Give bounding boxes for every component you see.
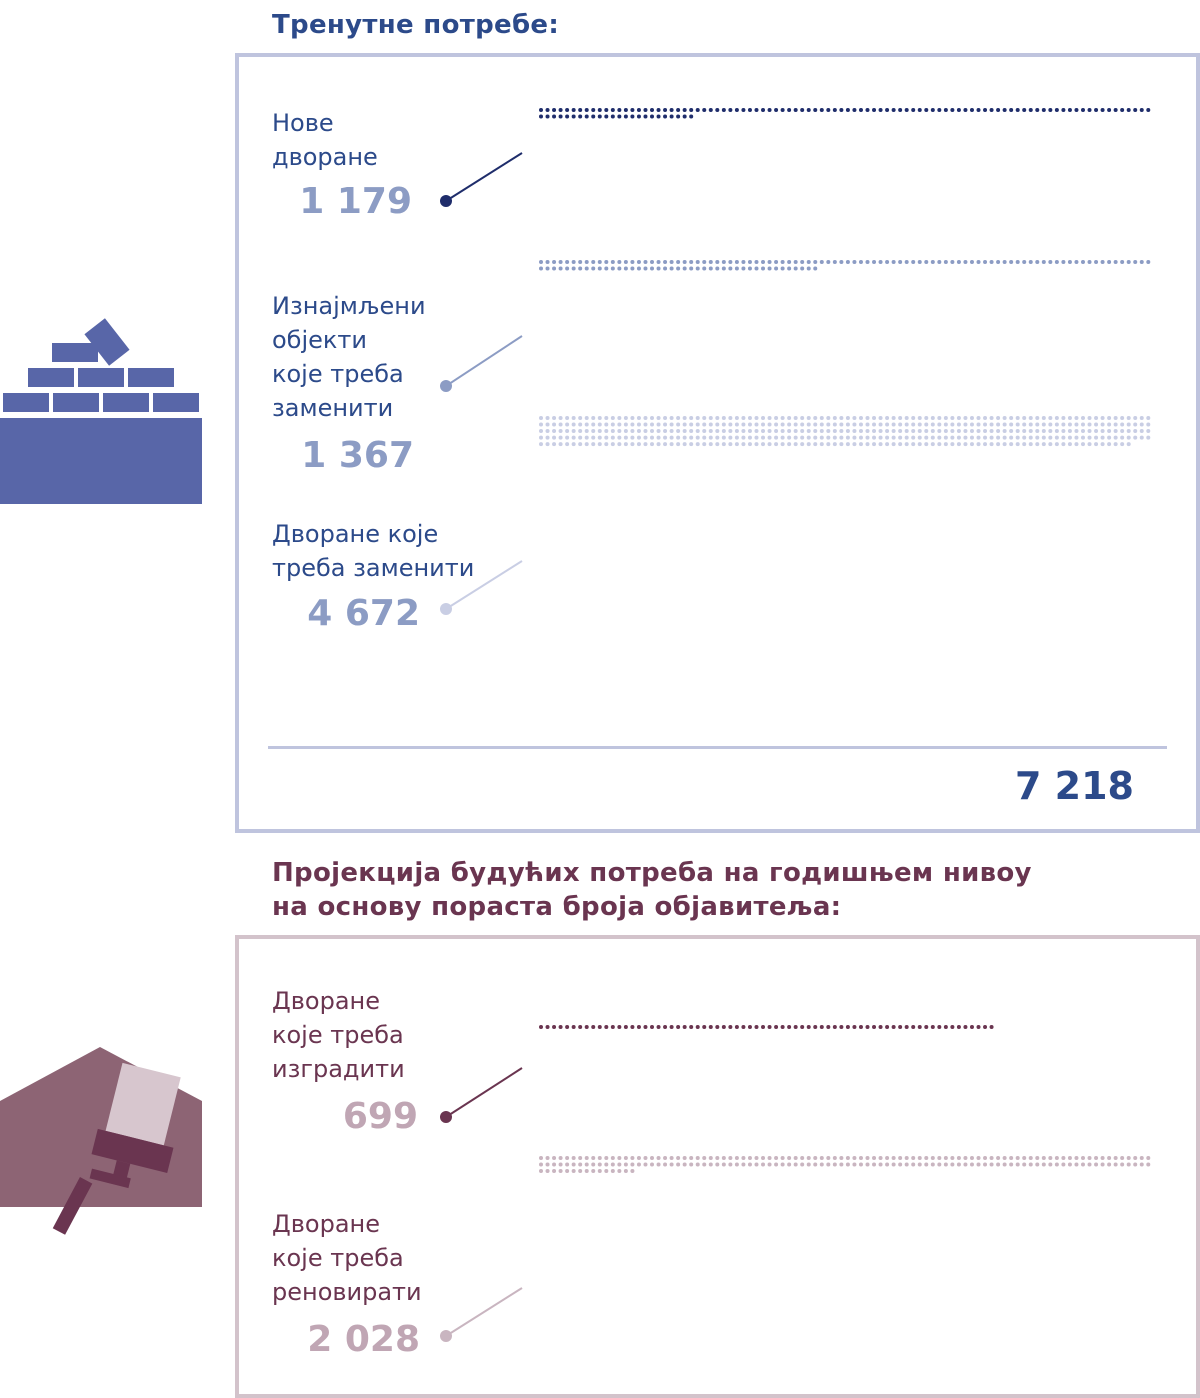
bar-rented-facilities	[539, 260, 1150, 271]
value-label-halls-to-build: 699	[342, 1096, 418, 1137]
leader-dot-rented-facilities	[440, 380, 452, 392]
total-divider	[268, 746, 1167, 749]
category-label-rented-facilities: Изнајмљени објекти које треба заменити	[272, 292, 426, 422]
projection-title: Пројекција будућих потреба на годишњем нивоу на основу пораста броја објавитеља:	[272, 858, 1032, 922]
leader-dot-halls-to-replace	[440, 603, 452, 615]
category-label-halls-to-build: Дворане које треба изградити	[272, 987, 405, 1083]
bricks-icon	[0, 316, 205, 506]
category-label-halls-to-renovate: Дворане које треба реновирати	[272, 1210, 422, 1306]
bar-halls-to-build	[539, 1025, 994, 1029]
leader-dot-new-halls	[440, 195, 452, 207]
leader-line-new-halls	[446, 153, 522, 201]
bar-halls-to-replace	[539, 416, 1150, 446]
leader-line-halls-to-build	[446, 1068, 522, 1117]
current-needs-title: Тренутне потребе:	[272, 10, 560, 40]
leader-dot-halls-to-renovate	[440, 1330, 452, 1342]
value-label-halls-to-renovate: 2 028	[307, 1319, 420, 1360]
value-label-new-halls: 1 179	[299, 181, 412, 222]
category-label-halls-to-replace: Дворане које треба заменити	[272, 520, 475, 582]
leader-dot-halls-to-build	[440, 1111, 452, 1123]
total-value: 7 218	[1015, 764, 1134, 808]
leader-line-rented-facilities	[446, 336, 522, 386]
value-label-rented-facilities: 1 367	[301, 435, 414, 476]
value-label-halls-to-replace: 4 672	[307, 593, 420, 634]
bar-new-halls	[539, 108, 1150, 119]
category-label-new-halls: Нове дворане	[272, 109, 378, 171]
leader-line-halls-to-renovate	[446, 1288, 522, 1336]
paint-roller-icon	[0, 1045, 205, 1240]
bar-halls-to-renovate	[539, 1156, 1150, 1173]
